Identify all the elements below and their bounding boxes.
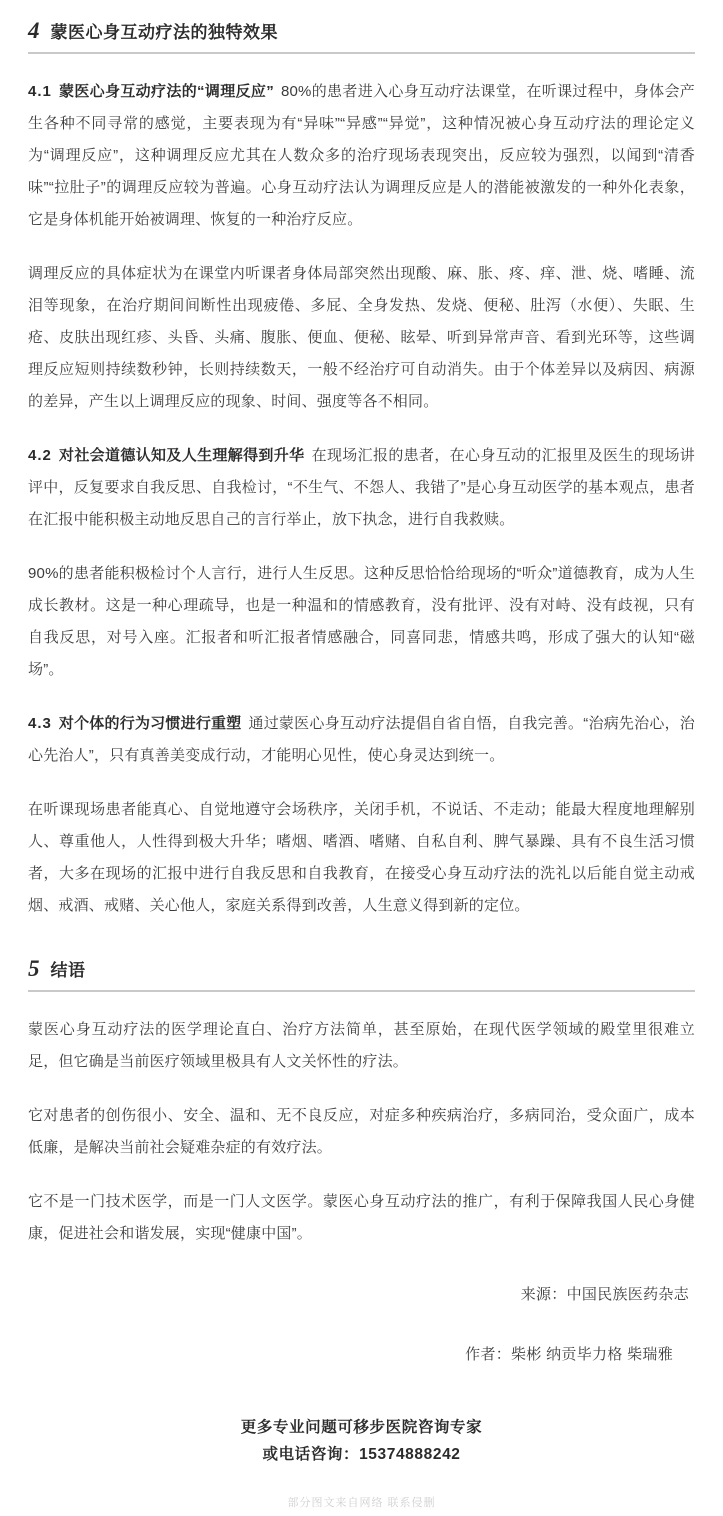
- paragraph-lead-text: 对社会道德认知及人生理解得到升华: [58, 447, 305, 464]
- section-number: 4: [28, 18, 40, 43]
- paragraph-body: 90%的患者能积极检讨个人言行，进行人生反思。这种反思恰恰给现场的“听众”道德教育，成为人生成长教材。这是一种心理疏导，也是一种温和的情感教育，没有批评、没有对峙、没有歧视，只有自我反思，对号入座。汇报者和听汇报者情感融合，同喜同悲，情感共鸣，形成了强大的认知“磁场”。: [28, 565, 695, 678]
- paragraph-4-1: [28, 76, 695, 236]
- paragraph-lead: [28, 715, 241, 732]
- paragraph-lead-index: 4.1: [28, 83, 52, 100]
- paragraph-lead: [28, 447, 304, 464]
- paragraph-lead-text: 对个体的行为习惯进行重塑: [58, 715, 242, 732]
- paragraph-4-2: [28, 440, 695, 536]
- section-number: 5: [28, 956, 40, 981]
- paragraph-body: 在听课现场患者能真心、自觉地遵守会场秩序，关闭手机，不说话、不走动；能最大程度地理解别人、尊重他人，人性得到极大升华；嗜烟、嗜酒、嗜赌、自私自利、脾气暴躁、具有不良生活习惯者，大多在现场的汇报中进行自我反思和自我教育，在接受心身互动疗法的洗礼以后能自觉主动戒烟、戒酒、戒赌、关心他人，家庭关系得到改善，人生意义得到新的定位。: [28, 801, 695, 914]
- section-heading-4: [28, 18, 695, 54]
- paragraph-lead-text: 蒙医心身互动疗法的“调理反应”: [58, 83, 274, 100]
- conclusion-paragraph-1: [28, 1014, 695, 1078]
- paragraph-body: 通过蒙医心身互动疗法提倡自省自悟，自我完善。“治病先治心，治心先治人”，只有真善美变成行动，才能明心见性，使心身灵达到统一。: [28, 715, 695, 764]
- paragraph-body: 调理反应的具体症状为在课堂内听课者身体局部突然出现酸、麻、胀、疼、痒、泄、烧、嗜睡、流泪等现象，在治疗期间间断性出现疲倦、多屁、全身发热、发烧、便秘、肚泻（水便）、失眠、生疮、皮肤出现红疹、头昏、头痛、腹胀、便血、便秘、眩晕、听到异常声音、看到光环等，这些调理反应短则持续数秒钟，长则持续数天，一般不经治疗可自动消失。由于个体差异以及病因、病源的差异，产生以上调理反应的现象、时间、强度等各不相同。: [28, 265, 695, 410]
- paragraph-body: 它不是一门技术医学，而是一门人文医学。蒙医心身互动疗法的推广，有利于保障我国人民心身健康，促进社会和谐发展，实现“健康中国”。: [28, 1193, 695, 1242]
- paragraph-lead-index: 4.3: [28, 715, 52, 732]
- section-title: 蒙医心身互动疗法的独特效果: [50, 23, 278, 42]
- paragraph-body: 80%的患者进入心身互动疗法课堂，在听课过程中，身体会产生各种不同寻常的感觉，主要表现为有“异味”“异感”“异觉”，这种情况被心身互动疗法的理论定义为“调理反应”，这种调理反应尤其在人数众多的治疗现场表现突出，反应较为强烈，以闻到“清香味”“拉肚子”的调理反应较为普遍。心身互动疗法认为调理反应是人的潜能被激发的一种外化表象，它是身体机能开始被调理、恢复的一种治疗反应。: [28, 83, 695, 228]
- paragraph-body: 蒙医心身互动疗法的医学理论直白、治疗方法简单，甚至原始，在现代医学领域的殿堂里很难立足，但它确是当前医疗领域里极具有人文关怀性的疗法。: [28, 1021, 695, 1070]
- source-line: 来源：中国民族医药杂志: [520, 1286, 689, 1303]
- paragraph-reaction-symptoms: [28, 258, 695, 418]
- paragraph-4-3: [28, 708, 695, 772]
- paragraph-self-reflection: [28, 558, 695, 686]
- paragraph-body: 它对患者的创伤很小、安全、温和、无不良反应，对症多种疾病治疗，多病同治，受众面广，成本低廉，是解决当前社会疑难杂症的有效疗法。: [28, 1107, 695, 1156]
- paragraph-body: 在现场汇报的患者，在心身互动的汇报里及医生的现场讲评中，反复要求自我反思、自我检讨，“不生气、不怨人、我错了”是心身互动医学的基本观点，患者在汇报中能积极主动地反思自己的言行举止，放下执念，进行自我救赎。: [28, 447, 695, 528]
- promo-block: [28, 1414, 695, 1468]
- watermark-text: 部分图文来自网络 联系侵删: [287, 1497, 436, 1509]
- promo-line-1: 更多专业问题可移步医院咨询专家: [240, 1419, 483, 1436]
- promo-line-2: 或电话咨询：15374888242: [262, 1446, 461, 1463]
- section-heading-5: [28, 956, 695, 992]
- paragraph-lead: [28, 83, 274, 100]
- conclusion-paragraph-3: [28, 1186, 695, 1250]
- section-title: 结语: [50, 961, 86, 980]
- conclusion-paragraph-2: [28, 1100, 695, 1164]
- paragraph-lead-index: 4.2: [28, 447, 52, 464]
- author-line: 作者：柴彬 纳贡毕力格 柴瑞雅: [465, 1346, 673, 1363]
- paragraph-behavior-change: [28, 794, 695, 922]
